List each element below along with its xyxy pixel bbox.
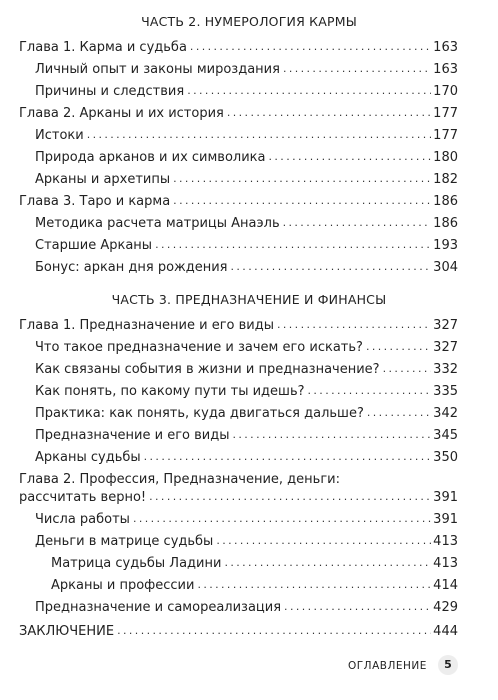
leader-dots [232, 427, 431, 441]
toc-entry[interactable] [35, 528, 458, 550]
toc-entry-page: 444 [433, 624, 458, 639]
leader-dots [117, 623, 431, 637]
toc-entry-page: 335 [433, 384, 458, 399]
leader-dots [224, 555, 431, 569]
toc-entry[interactable] [51, 572, 458, 594]
toc-entry-title: Глава 1. Карма и судьба [19, 40, 187, 55]
toc-entry-title: Арканы и профессии [51, 578, 195, 593]
leader-dots [133, 511, 431, 525]
toc-entry-page: 163 [433, 40, 458, 55]
toc-entry-page: 345 [433, 428, 458, 443]
toc-entry[interactable] [35, 356, 458, 378]
toc-entry-page: 413 [433, 556, 458, 571]
toc-entry-page: 304 [433, 260, 458, 275]
toc-entry-title: Матрица судьбы Ладини [51, 556, 222, 571]
toc-entry-title: Практика: как понять, куда двигаться дальше? [35, 406, 364, 421]
toc-entry-title: Старшие Арканы [35, 238, 153, 253]
toc-entry-title: Личный опыт и законы мироздания [35, 62, 280, 77]
toc-entry[interactable] [35, 210, 458, 232]
toc-entry-title: Предназначение и самореализация [35, 600, 282, 615]
toc-entry[interactable] [35, 594, 458, 616]
toc-entry[interactable] [35, 254, 458, 276]
toc-entry-page: 193 [433, 238, 458, 253]
toc-entry[interactable] [19, 312, 458, 334]
leader-dots [216, 533, 431, 547]
toc-entry-page: 391 [433, 490, 458, 505]
leader-dots [366, 339, 431, 353]
leader-dots [227, 105, 431, 119]
toc-entry[interactable] [19, 34, 458, 56]
leader-dots [173, 193, 431, 207]
toc-entry-page: 177 [433, 106, 458, 121]
toc-entry-title: Глава 1. Предназначение и его виды [19, 318, 274, 333]
toc-entry[interactable] [35, 334, 458, 356]
toc-entry[interactable] [35, 506, 458, 528]
toc-entry[interactable] [19, 188, 458, 210]
toc-entry-title: Числа работы [35, 512, 130, 527]
toc-entry-page: 413 [433, 534, 458, 549]
toc-entry[interactable] [19, 100, 458, 122]
part2-title: ЧАСТЬ 2. НУМЕРОЛОГИЯ КАРМЫ [141, 14, 357, 29]
toc-entry[interactable] [35, 422, 458, 444]
toc-entry[interactable] [35, 378, 458, 400]
toc-entry-title: Истоки [35, 128, 84, 143]
toc-entry-title: Природа арканов и их символика [35, 150, 266, 165]
toc-entry-page: 327 [433, 340, 458, 355]
leader-dots [269, 149, 432, 163]
toc-entry-title: Методика расчета матрицы Анаэль [35, 216, 280, 231]
toc-entry-page: 180 [433, 150, 458, 165]
toc-entry-title: Глава 2. Арканы и их история [19, 106, 224, 121]
toc-entry-page: 350 [433, 450, 458, 465]
leader-dots [283, 215, 432, 229]
toc-entry[interactable] [51, 550, 458, 572]
toc-entry[interactable] [35, 444, 458, 466]
leader-dots [308, 383, 432, 397]
toc-entry-page: 429 [433, 600, 458, 615]
toc-entry-title: Деньги в матрице судьбы [35, 534, 214, 549]
toc-entry-page: 186 [433, 216, 458, 231]
toc-entry[interactable] [19, 484, 458, 506]
leader-dots [367, 405, 431, 419]
toc-entry-title: Как связаны события в жизни и предназначение? [35, 362, 380, 377]
leader-dots [383, 361, 432, 375]
toc-entry-page: 177 [433, 128, 458, 143]
toc-entry-title: Арканы и архетипы [35, 172, 171, 187]
leader-dots [87, 127, 431, 141]
toc-entry-title: Арканы судьбы [35, 450, 141, 465]
toc-entry-page: 391 [433, 512, 458, 527]
toc-entry[interactable] [35, 122, 458, 144]
toc-entry[interactable] [35, 400, 458, 422]
leader-dots [190, 39, 431, 53]
toc-entry[interactable] [35, 144, 458, 166]
toc-entry-title: ЗАКЛЮЧЕНИЕ [19, 624, 115, 639]
toc-entry-page: 182 [433, 172, 458, 187]
toc-entry-page: 163 [433, 62, 458, 77]
toc-entry-page: 186 [433, 194, 458, 209]
toc-entry-title: рассчитать верно! [19, 490, 147, 505]
toc-entry-title: Глава 3. Таро и карма [19, 194, 171, 209]
part3-title: ЧАСТЬ 3. ПРЕДНАЗНАЧЕНИЕ И ФИНАНСЫ [111, 292, 387, 307]
toc-entry-title: Предназначение и его виды [35, 428, 230, 443]
toc-entry[interactable] [35, 56, 458, 78]
page-number-badge: 5 [438, 655, 458, 675]
leader-dots [283, 61, 431, 75]
toc-entry-page: 414 [433, 578, 458, 593]
toc-entry-title: Что такое предназначение и зачем его искать? [35, 340, 363, 355]
toc-entry-conclusion[interactable] [19, 618, 458, 640]
toc-entry[interactable] [35, 166, 458, 188]
leader-dots [155, 237, 431, 251]
toc-entry[interactable] [35, 232, 458, 254]
toc-entry-title: Как понять, по какому пути ты идешь? [35, 384, 305, 399]
toc-entry-page: 170 [433, 84, 458, 99]
leader-dots [284, 599, 431, 613]
leader-dots [277, 317, 431, 331]
toc-entry-title: Причины и следствия [35, 84, 185, 99]
leader-dots [149, 489, 431, 503]
footer-section-label: ОГЛАВЛЕНИЕ [348, 660, 427, 672]
leader-dots [144, 449, 432, 463]
toc-entry-title[interactable]: Глава 2. Профессия, Предназначение, деньги: [19, 472, 340, 487]
toc-entry[interactable] [35, 78, 458, 100]
leader-dots [197, 577, 431, 591]
toc-entry-page: 332 [433, 362, 458, 377]
leader-dots [187, 83, 431, 97]
leader-dots [173, 171, 431, 185]
toc-entry-title: Бонус: аркан дня рождения [35, 260, 228, 275]
leader-dots [231, 259, 432, 273]
toc-entry-page: 327 [433, 318, 458, 333]
toc-entry-page: 342 [433, 406, 458, 421]
